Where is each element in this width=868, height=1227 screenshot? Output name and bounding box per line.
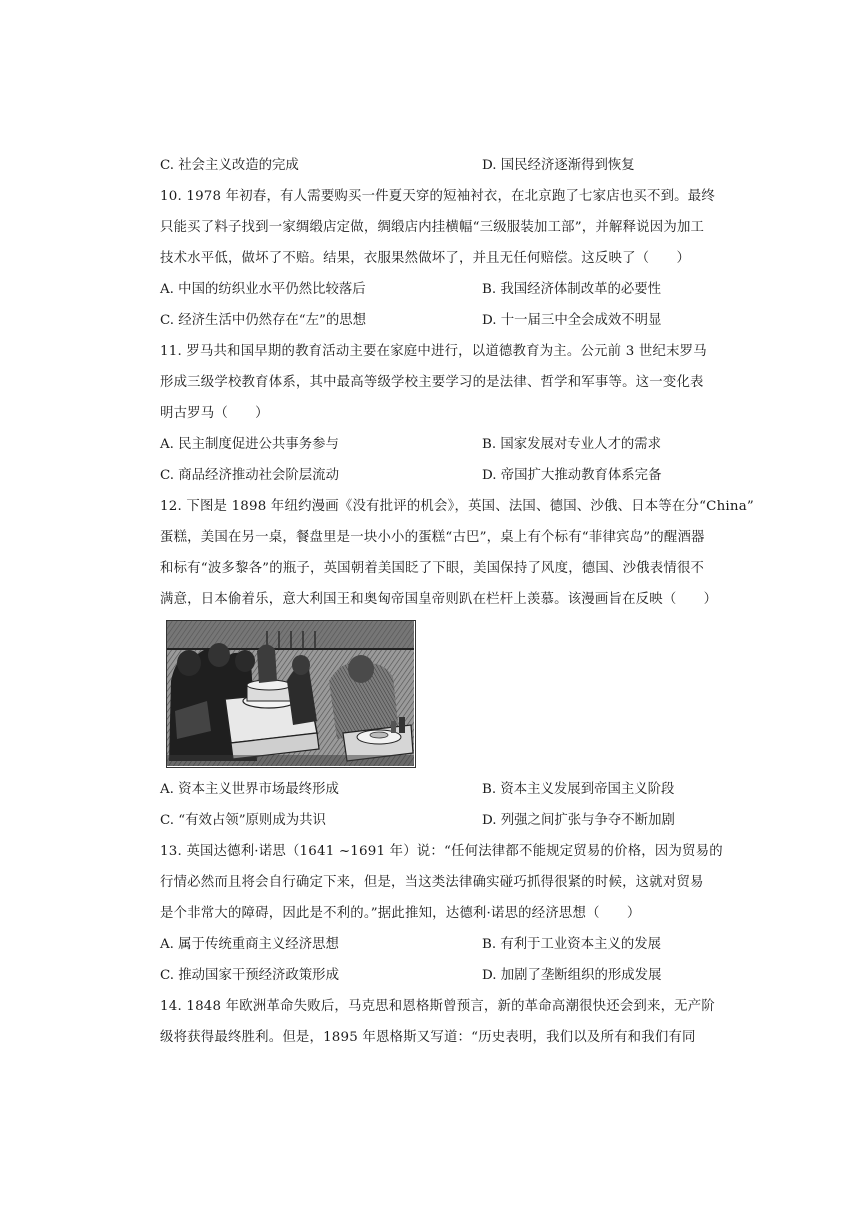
q10-options-row-2 [160, 305, 712, 336]
q13-option-b[interactable]: B. 有利于工业资本主义的发展 [482, 937, 662, 952]
q13-option-a[interactable]: A. 属于传统重商主义经济思想 [160, 937, 339, 952]
q14-stem-line-1: 14. 1848 年欧洲革命失败后，马克思和恩格斯曾预言，新的革命高潮很快还会到来，无产阶 [160, 999, 715, 1014]
q13-options-row-2 [160, 960, 712, 991]
q10-stem-line-2: 只能买了料子找到一家绸缎店定做，绸缎店内挂横幅“三级服装加工部”，并解释说因为加工 [160, 220, 705, 235]
q13-option-d[interactable]: D. 加剧了垄断组织的形成发展 [482, 968, 662, 983]
q12-option-d[interactable]: D. 列强之间扩张与争夺不断加剧 [482, 813, 675, 828]
q11-option-c[interactable]: C. 商品经济推动社会阶层流动 [160, 468, 339, 483]
q11-stem-line-1: 11. 罗马共和国早期的教育活动主要在家庭中进行，以道德教育为主。公元前 3 世纪末罗马 [160, 344, 707, 359]
political-cartoon-image [166, 620, 416, 768]
q12-option-a[interactable]: A. 资本主义世界市场最终形成 [160, 782, 339, 797]
q10-options-row-1 [160, 274, 712, 305]
q13-stem-line-1: 13. 英国达德利·诺思（1641 ~1691 年）说：“任何法律都不能规定贸易的价格，因为贸易的 [160, 844, 723, 859]
q10-stem-line-3: 技术水平低，做坏了不赔。结果，衣服果然做坏了，并且无任何赔偿。这反映了（ ） [160, 251, 691, 266]
q12-stem-line-1: 12. 下图是 1898 年纽约漫画《没有批评的机会》，英国、法国、德国、沙俄、日本等在分“China” [160, 499, 754, 514]
q11-option-a[interactable]: A. 民主制度促进公共事务参与 [160, 437, 339, 452]
q11-options-row-2 [160, 460, 712, 491]
q10-option-c[interactable]: C. 经济生活中仍然存在“左”的思想 [160, 313, 367, 328]
q11-stem-line-3: 明古罗马（ ） [160, 406, 269, 421]
q13-option-c[interactable]: C. 推动国家干预经济政策形成 [160, 968, 339, 983]
q10-option-d[interactable]: D. 十一届三中全会成效不明显 [482, 313, 662, 328]
q12-stem-line-4: 满意，日本偷着乐，意大利国王和奥匈帝国皇帝则趴在栏杆上羡慕。该漫画旨在反映（ ） [160, 592, 718, 607]
q11-option-b[interactable]: B. 国家发展对专业人才的需求 [482, 437, 662, 452]
cartoon-illustration [167, 621, 414, 766]
q10-option-a[interactable]: A. 中国的纺织业水平仍然比较落后 [160, 282, 366, 297]
q13-options-row-1 [160, 929, 712, 960]
q12-options-row-1 [160, 774, 712, 805]
q10-option-b[interactable]: B. 我国经济体制改革的必要性 [482, 282, 662, 297]
q9-option-c[interactable]: C. 社会主义改造的完成 [160, 158, 299, 173]
q9-options-row-1 [160, 150, 712, 181]
q11-option-d[interactable]: D. 帝国扩大推动教育体系完备 [482, 468, 662, 483]
q11-stem-line-2: 形成三级学校教育体系，其中最高等级学校主要学习的是法律、哲学和军事等。这一变化表 [160, 375, 704, 390]
q12-options-row-2 [160, 805, 712, 836]
exam-page [160, 150, 754, 1053]
q10-stem-line-1: 10. 1978 年初春，有人需要购买一件夏天穿的短袖衬衣，在北京跑了七家店也买不到。最终 [160, 189, 715, 204]
q11-options-row-1 [160, 429, 712, 460]
q12-option-b[interactable]: B. 资本主义发展到帝国主义阶段 [482, 782, 675, 797]
q14-stem-line-2: 级将获得最终胜利。但是，1895 年恩格斯又写道：“历史表明，我们以及所有和我们有同 [160, 1030, 696, 1045]
q12-stem-line-2: 蛋糕，美国在另一桌，餐盘里是一块小小的蛋糕“古巴”，桌上有个标有“菲律宾岛”的醒酒器 [160, 530, 705, 545]
q12-stem-line-3: 和标有“波多黎各”的瓶子，英国朝着美国眨了下眼，美国保持了风度，德国、沙俄表情很不 [160, 561, 705, 576]
q12-option-c[interactable]: C. “有效占领”原则成为共识 [160, 813, 326, 828]
q13-stem-line-2: 行情必然而且将会自行确定下来，但是，当这类法律确实碰巧抓得很紧的时候，这就对贸易 [160, 875, 704, 890]
q9-option-d[interactable]: D. 国民经济逐渐得到恢复 [482, 158, 635, 173]
q13-stem-line-3: 是个非常大的障碍，因此是不利的。”据此推知，达德利·诺思的经济思想（ ） [160, 906, 641, 921]
